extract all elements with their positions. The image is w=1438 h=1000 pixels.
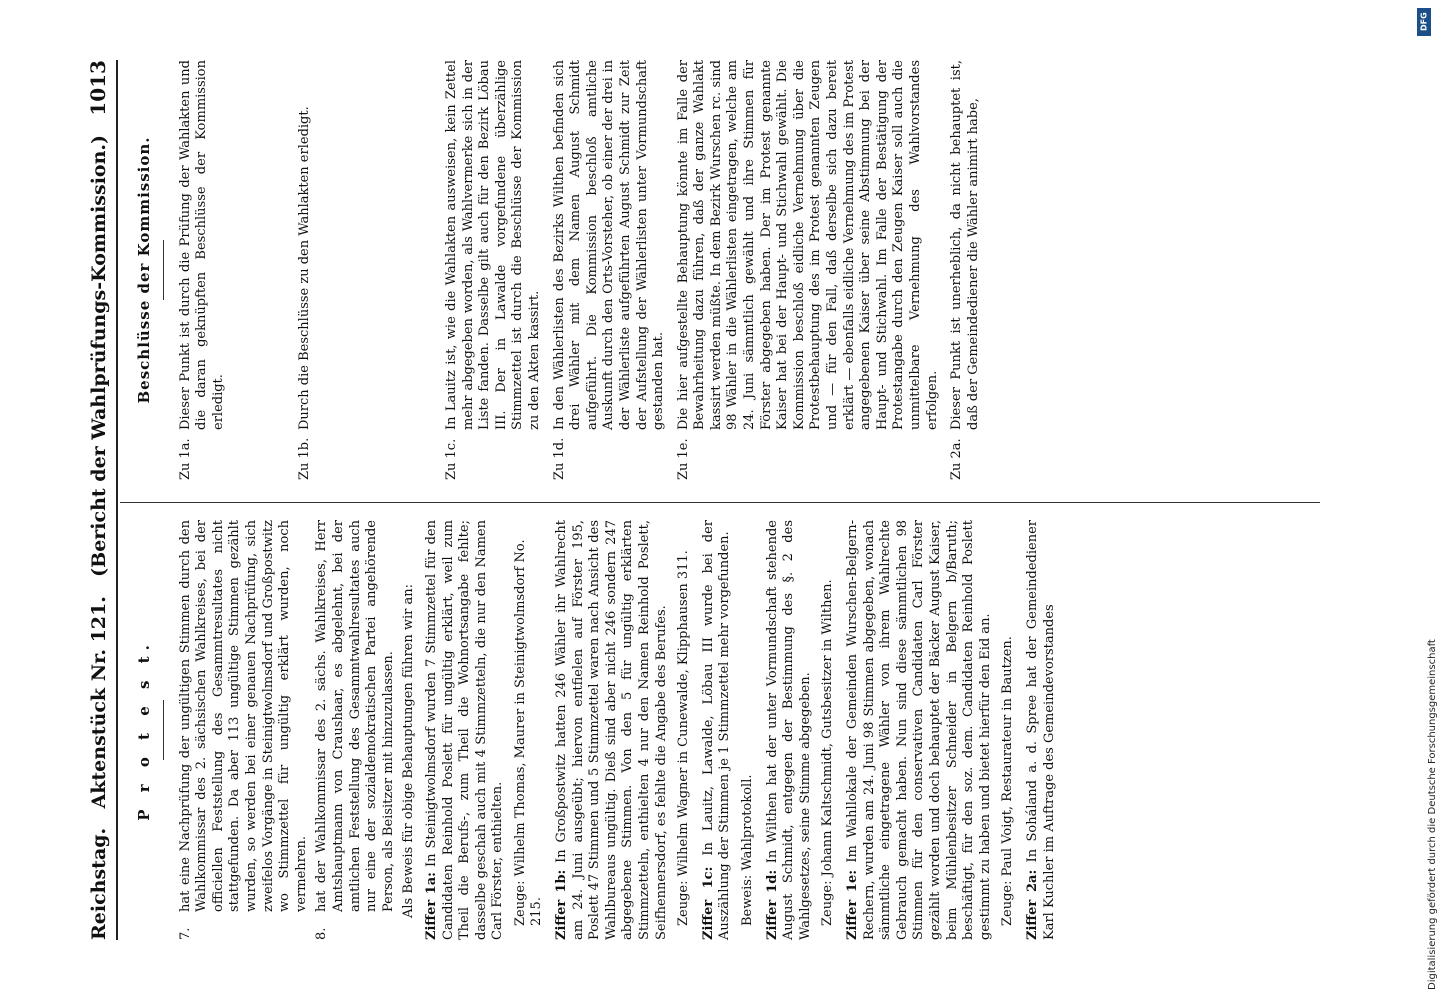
header-right: (Bericht der Wahlprüfungs-Kommission.) [88,135,110,577]
entry-text: In Lauitz, Lawalde, Löbau III wurde bei der Auszählung der Stimmen je 1 Stimmzettel mehr vorgefunden. [700,520,733,940]
title-rule [163,240,164,300]
decision-text: Durch die Beschlüsse zu den Wahlakten erledigt. [297,106,313,430]
entry-text: In Steinigtwolmsdorf wurden 7 Stimmzettel für den Candidaten Reinhold Poslett für ungültig erklärt, weil zum Theil die Berufs-, zum Theil die Wohnortsangabe fehlte; dasselbe geschah auch mit 4 Stimmzetteln, die nur den Namen Carl Förster, enthielten. [423,520,506,940]
beweis-intro: Als Beweis für obige Behauptungen führen wir an: [401,583,417,918]
decision-label: Zu 2a. [949,438,965,480]
decision-entry [297,60,314,480]
entry-text: In Wilthen hat der unter Vormundschaft stehende August Schmidt, entgegen der Bestimmung des §. 2 des Wahlgesetzes, seine Stimme abgegeben. [764,520,813,940]
protest-item [314,520,397,940]
protest-title: P r o t e s t. [135,639,153,821]
decision-text: In Lauitz ist, wie die Wahlakten ausweisen, kein Zettel mehr abgegeben worden, als Wahlvermerke sich in der Liste fanden. Dasselbe gilt auch für den Bezirk Löbau III. Der in Lawalde vorgefundene überzählige Stimmzettel ist durch die Beschlüsse der Kommission zu den Akten kassirt. [443,60,542,430]
decision-entry [676,60,942,480]
item-number: 8. [314,927,330,940]
entry-text: In Großpostwitz hatten 246 Wähler ihr Wahlrecht am 24. Juni ausgeübt; hiervon entfielen auf Förster 195, Poslett 47 Stimmen und 5 Stimmzettel waren nach Ansicht des Wahlbureaus ungültig. Dieß sind aber nicht 246 sondern 247 abgegebene Stimmen. Von den 5 für ungültig erklärten Stimmzetteln, enthielten 4 nur den Namen Reinhold Poslett, Seifhennersdorf, es fehlte die Angabe des Berufes. [554,520,669,940]
decision-label: Zu 1d. [551,437,567,480]
decision-label: Zu 1c. [443,438,459,480]
entry-label: Ziffer 2a: [1024,869,1040,940]
entry-label: Ziffer 1c: [700,866,716,940]
decision-entry [178,60,228,480]
decision-label: Zu 1a. [177,438,193,480]
commission-title: Beschlüsse der Kommission. [135,136,153,404]
protest-item [178,520,311,940]
digitization-credit: Digitalisierung gefördert durch die Deutsche Forschungsgemeinschaft [1427,639,1438,990]
entry-witness: Zeuge: Wilhelm Thomas, Maurer in Steinigtwolmsdorf No. 215. [512,539,545,926]
decision-entry [552,60,668,480]
protest-entry [765,520,837,940]
protest-entry [554,520,693,940]
protest-entry [1025,520,1058,940]
decision-label: Zu 1e. [675,438,691,480]
entry-witness: Zeuge: Johann Kaltschmidt, Gutsbesitzer in Wilthen. [820,579,836,926]
decision-text: Dieser Punkt ist durch die Prüfung der Wahlakten und die daran geknüpften Beschlüsse der Kommission erledigt. [177,60,226,430]
entry-label: Ziffer 1a: [423,872,439,940]
protest-entry [701,520,757,940]
entry-witness: Zeuge: Paul Voigt, Restaurateur in Bautzen. [1000,636,1016,926]
entry-witness: Beweis: Wahlprotokoll. [740,774,755,926]
decision-text: In den Wählerlisten des Bezirks Wilthen befinden sich drei Wähler mit dem Namen August Schmidt aufgeführt. Die Kommission beschloß amtliche Auskunft durch den Orts-Vorsteher, ob einer der drei in der Wählerliste aufgeführten August Schmidt zur Zeit der Aufstellung der Wählerlisten unter Vormundschaft gestanden hat. [551,60,667,430]
decision-text: Dieser Punkt ist unerheblich, da nicht behauptet ist, daß der Gemeindediener die Wähler animirt habe, [949,60,981,430]
rotated-document [40,0,1340,1000]
page-header [70,60,118,940]
entry-label: Ziffer 1b: [554,869,570,940]
decision-label: Zu 1b. [297,437,313,480]
entry-witness: Zeuge: Wilhelm Wagner in Cunewalde, Klipphausen 311. [676,550,692,926]
decision-text: Die hier aufgestellte Behauptung könnte im Falle der Bewahrheitung dazu führen, daß der ganze Wahlakt kassirt werden müßte. In dem Bezirk Wurschen rc. sind 98 Wähler in die Wählerlisten eingetragen, welche am 24. Juni sämmtlich gewählt und ihre Stimmen für Förster abgegeben haben. Der im Protest genannte Kaiser hat bei der Haupt- und Stichwahl gewählt. Die Kommission beschloß eidliche Vernehmung über die Protestbehauptung des im Protest genannten Zeugen und — für den Fall, daß derselbe sich dazu bereit erklärt — ebenfalls eidliche Vernehmung des im Protest angegebenen Kaiser über seine Abstimmung bei der Haupt- und Stichwahl. Im Falle der Bestätigung der Protestangabe durch den Zeugen Kaiser soll auch die unmittelbare Vernehmung des Wahlvorstandes erfolgen. [675,60,940,430]
page-number: 1013 [86,60,110,116]
header-middle: Aktenstück Nr. 121. [88,596,110,809]
entry-label: Ziffer 1d: [764,869,780,940]
title-rule [163,700,164,760]
item-text: hat eine Nachprüfung der ungültigen Stimmen durch den Wahlkommissar des 2. sächsischen Wahlkreises, bei der officiellen Feststellung des Gesammtresultates nicht stattgefunden. Da aber 113 ungültige Stimmen gezählt wurden, so werden bei einer genauen Nachprüfung, sich zweifelos Vorgänge in Steinigtwolmsdorf und Großpostwitz wo Stimmzettel für ungültig erklärt wurden, noch vermehren. [177,520,309,912]
protest-entry [424,520,546,940]
column-divider [120,502,1320,503]
protest-column [130,520,1320,940]
protest-entry [845,520,1017,940]
decision-entry [444,60,544,480]
commission-column [130,60,1320,480]
item-number: 7. [177,927,193,940]
dfg-logo: DFG [1417,8,1431,36]
entry-label: Ziffer 1e: [844,869,860,940]
entry-text: In Soháland a. d. Spree hat der Gemeindediener Karl Kuchler im Auftrage des Gemeindevorstandes [1024,520,1057,940]
header-left: Reichstag. [88,827,110,940]
decision-entry [949,60,982,480]
item-text: hat der Wahlkommissar des 2. sächs. Wahlkreises, Herr Amtshauptmann von Craushaar, es abgelehnt, bei der amtlichen Feststellung des Gesammtwahlresultates auch nur eine der sozialdemokratischen Partei angehörende Person, als Beisitzer mit hinzuzulassen. [314,520,396,912]
entry-text: Im Wahllokale der Gemeinden Wurschen-Belgern-Rechern, wurden am 24. Juni 98 Stimmen abgegeben, wonach sämmtliche eingetragene Wähler von ihrem Wahlrechte Gebrauch gemacht haben. Nun sind diese sämmtlichen 98 Stimmen für den conservativen Candidaten Carl Förster gezählt worden und doch behauptet der Bäcker August Kaiser, beim Mühlenbesitzer Schneider in Belgern b/Baruth; beschäftigt, für den soz. dem. Candidaten Reinhold Poslett gestimmt zu haben und bietet hierfür den Eid an. [844,520,993,940]
